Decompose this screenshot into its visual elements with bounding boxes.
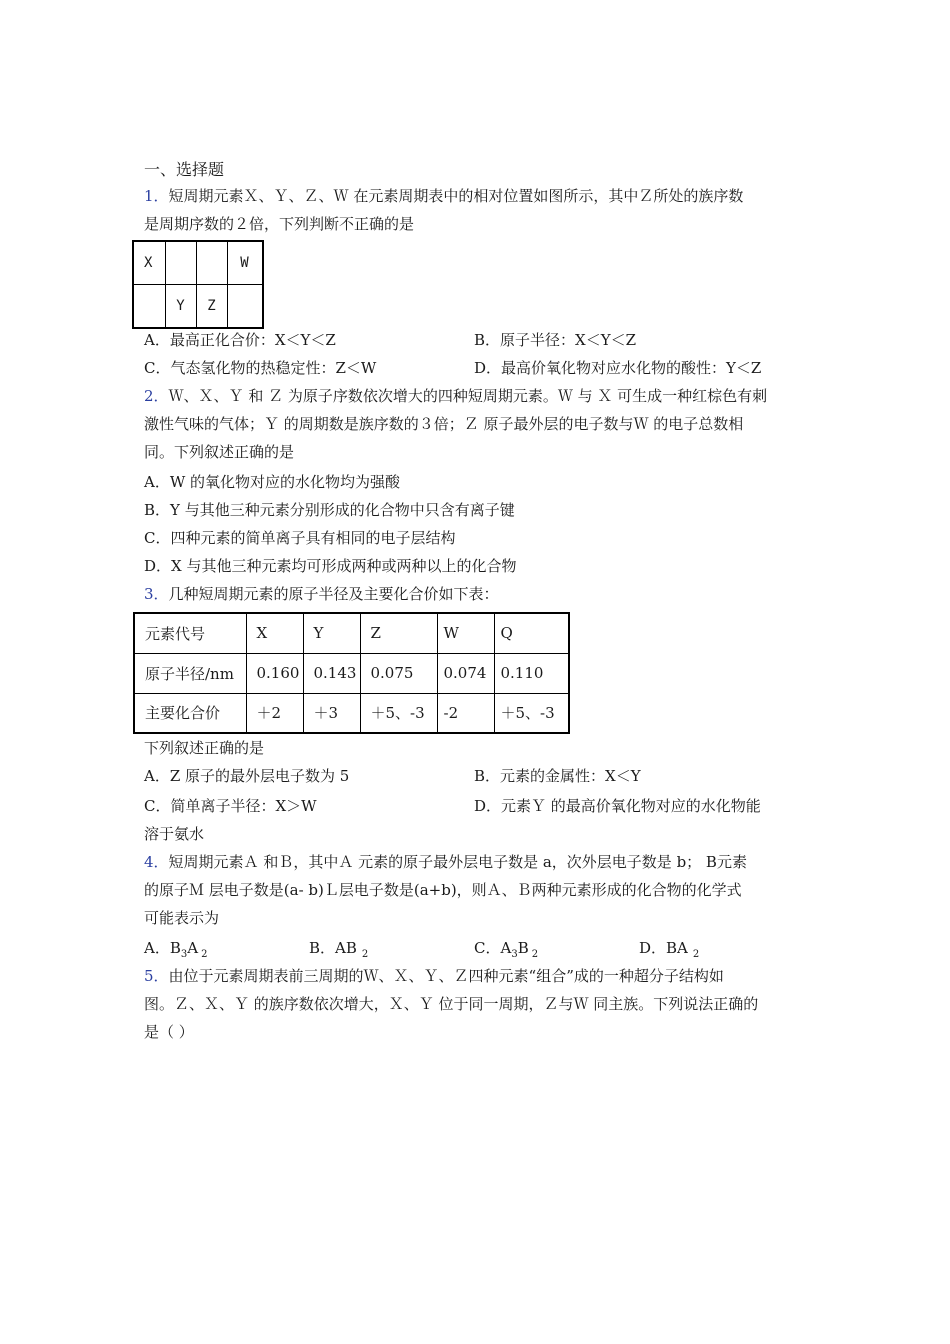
periodic-grid xyxy=(132,240,264,329)
table-cell: ＋5、-3 xyxy=(360,693,437,733)
table-cell: X xyxy=(246,613,303,653)
q4-option-c xyxy=(474,938,538,958)
grid-cell xyxy=(165,241,196,285)
q5-text-line3: 是（ ） xyxy=(144,1023,194,1041)
q3-option-c: C．简单离子半径：X＞W xyxy=(144,797,317,815)
q4-number: 4． xyxy=(144,853,169,871)
q4-option-c-sub2: 2 xyxy=(531,949,539,960)
periodic-grid-row xyxy=(133,285,263,329)
q1-stem-1: 短周期元素Ｘ、Ｙ、Ｚ、Ｗ 在元素周期表中的相对位置如图所示，其中Ｚ所处的族序数 xyxy=(168,187,744,205)
grid-cell: Z xyxy=(196,285,227,329)
q3-text xyxy=(144,584,499,604)
q2-option-b: B．Y 与其他三种元素分别形成的化合物中只含有离子键 xyxy=(144,501,515,519)
element-data-table xyxy=(133,612,570,734)
table-cell: 主要化合价 xyxy=(134,693,246,733)
q4-option-b xyxy=(309,938,368,958)
grid-cell: Y xyxy=(165,285,196,329)
table-row xyxy=(134,693,569,733)
table-cell: 0.143 xyxy=(303,653,360,693)
q4-text-line3: 可能表示为 xyxy=(144,909,220,927)
q4-option-a-sub2: 2 xyxy=(201,949,208,960)
q2-text-line1 xyxy=(144,386,767,406)
table-cell: Q xyxy=(494,613,569,653)
q1-option-a: A．最高正化合价：X＜Y＜Z xyxy=(144,331,336,349)
q3-number: 3． xyxy=(144,585,169,603)
q2-text-line3: 同。下列叙述正确的是 xyxy=(144,443,295,461)
q4-option-b-sub: 2 xyxy=(361,949,369,960)
q3-stem: 几种短周期元素的原子半径及主要化合价如下表： xyxy=(168,585,499,603)
q2-number: 2． xyxy=(144,387,169,405)
grid-cell xyxy=(227,285,263,329)
table-row xyxy=(134,613,569,653)
grid-cell xyxy=(133,285,165,329)
table-cell: 0.110 xyxy=(494,653,569,693)
q4-option-c-sub1: 3 xyxy=(511,949,518,960)
table-row xyxy=(134,653,569,693)
section-title: 一、选择题 xyxy=(144,160,225,179)
table-cell: ＋5、-3 xyxy=(494,693,569,733)
q5-stem-1: 由位于元素周期表前三周期的Ｗ、Ｘ、Ｙ、Ｚ四种元素“组合”成的一种超分子结构如 xyxy=(168,967,724,985)
q2-stem-1: Ｗ、Ｘ、Ｙ 和 Ｚ 为原子序数依次增大的四种短周期元素。Ｗ 与 Ｘ 可生成一种红棕色有刺 xyxy=(168,387,768,405)
table-cell: -2 xyxy=(437,693,494,733)
q1-option-d: D．最高价氧化物对应水化物的酸性：Y＜Z xyxy=(474,359,762,377)
q3-option-d-line2: 溶于氨水 xyxy=(144,825,205,843)
q1-option-c: C．气态氢化物的热稳定性：Z＜W xyxy=(144,359,377,377)
q1-text-line2: 是周期序数的２倍，下列判断不正确的是 xyxy=(144,215,415,233)
table-cell: 0.075 xyxy=(360,653,437,693)
q1-text-line1 xyxy=(144,186,743,206)
q4-text-line1 xyxy=(144,852,747,872)
q4-text-line2: 的原子Ｍ 层电子数是(a- b)Ｌ层电子数是(a+b)，则Ａ、Ｂ两种元素形成的化合物的化学式 xyxy=(144,881,742,899)
table-cell: 0.160 xyxy=(246,653,303,693)
grid-cell xyxy=(196,241,227,285)
table-cell: ＋2 xyxy=(246,693,303,733)
q2-text-line2: 激性气味的气体；Ｙ 的周期数是族序数的３倍；Ｚ 原子最外层的电子数与Ｗ 的电子总数相 xyxy=(144,415,744,433)
q3-after-text: 下列叙述正确的是 xyxy=(144,739,265,757)
table-cell: 元素代号 xyxy=(134,613,246,653)
q3-option-b: B．元素的金属性：X＜Y xyxy=(474,767,641,785)
q5-text-line1 xyxy=(144,966,724,986)
table-cell: W xyxy=(437,613,494,653)
q4-option-d-label: D．BA xyxy=(639,939,688,957)
table-cell: ＋3 xyxy=(303,693,360,733)
q2-option-d: D．X 与其他三种元素均可形成两种或两种以上的化合物 xyxy=(144,557,517,575)
periodic-grid-row xyxy=(133,241,263,285)
grid-cell: X xyxy=(133,241,165,285)
q4-option-a-mid: A xyxy=(187,939,199,957)
q4-option-c-mid: B xyxy=(517,939,529,957)
q4-stem-1: 短周期元素Ａ 和Ｂ，其中Ａ 元素的原子最外层电子数是 a，次外层电子数是 b； B元素 xyxy=(168,853,747,871)
q3-option-d-line1: D．元素Ｙ 的最高价氧化物对应的水化物能 xyxy=(474,797,761,815)
q4-option-a-sub1: 3 xyxy=(180,949,188,960)
table-cell: Z xyxy=(360,613,437,653)
q4-option-b-label: B．AB xyxy=(309,939,357,957)
q4-option-a-label: A．B xyxy=(144,939,181,957)
table-cell: 原子半径/nm xyxy=(134,653,246,693)
q1-number: 1． xyxy=(144,187,169,205)
grid-cell: W xyxy=(227,241,263,285)
q4-option-a xyxy=(144,938,207,958)
q1-option-b: B．原子半径：X＜Y＜Z xyxy=(474,331,637,349)
table-cell: 0.074 xyxy=(437,653,494,693)
q4-option-d xyxy=(639,938,699,958)
q4-option-d-sub: 2 xyxy=(692,949,700,960)
table-cell: Y xyxy=(303,613,360,653)
q4-option-c-label: C．A xyxy=(474,939,512,957)
q2-option-a: A．W 的氧化物对应的水化物均为强酸 xyxy=(144,473,401,491)
q5-text-line2: 图。Ｚ、Ｘ、Ｙ 的族序数依次增大，Ｘ、Ｙ 位于同一周期，Ｚ与Ｗ 同主族。下列说法正确的 xyxy=(144,995,759,1013)
q3-option-a: A．Z 原子的最外层电子数为 5 xyxy=(144,767,350,785)
q2-option-c: C．四种元素的简单离子具有相同的电子层结构 xyxy=(144,529,456,547)
q5-number: 5． xyxy=(144,967,169,985)
